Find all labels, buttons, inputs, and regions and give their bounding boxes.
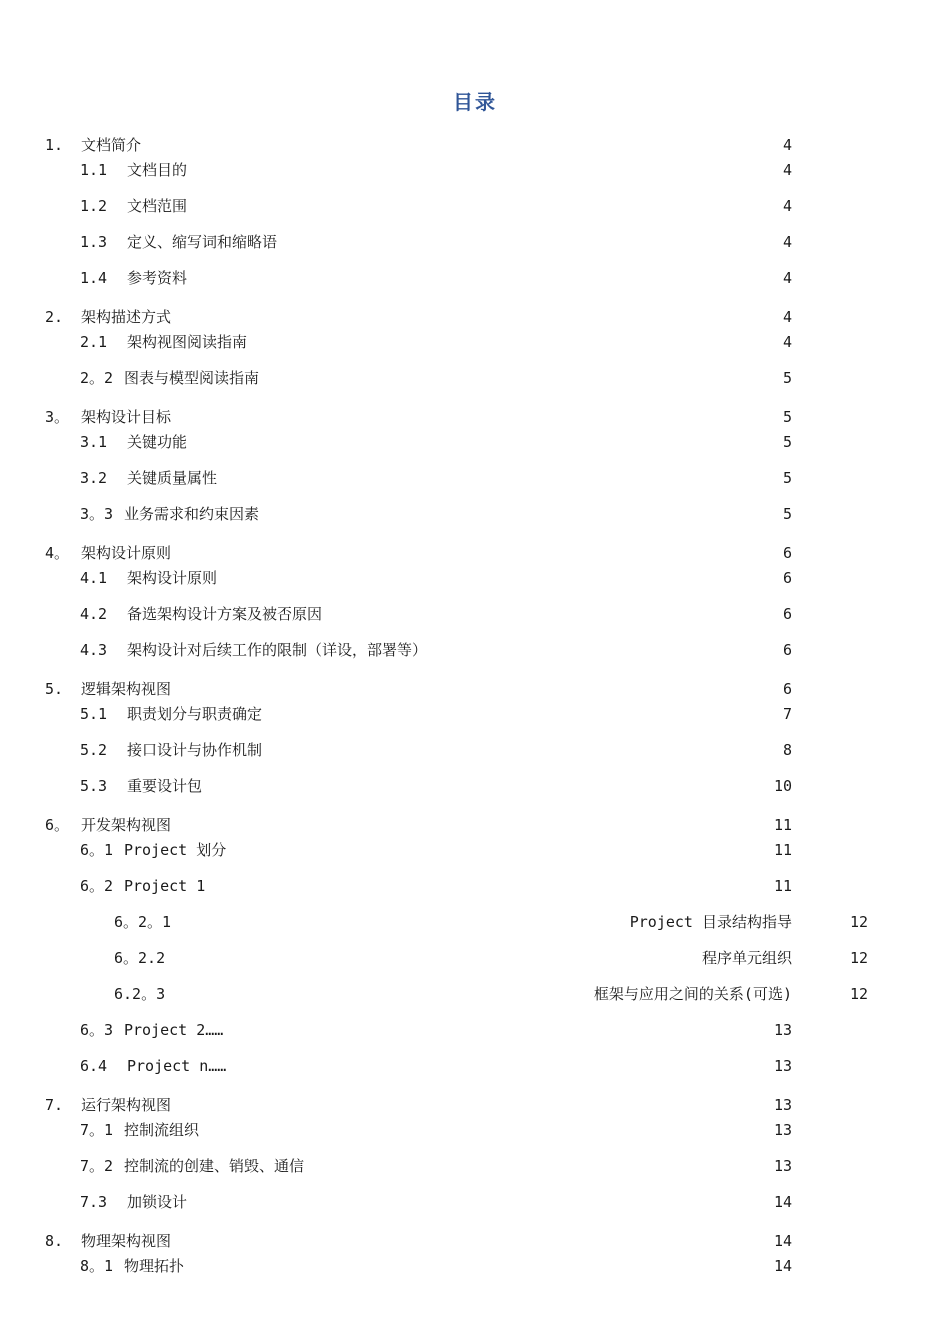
toc-entry-number: 3。 — [45, 408, 70, 426]
toc-entry[interactable] — [0, 876, 950, 896]
toc-entry[interactable] — [0, 432, 950, 452]
toc-entry-page: 13 — [773, 1121, 792, 1139]
toc-entry-title: 重要设计包 — [127, 777, 203, 795]
toc-entry-number: 5.3 — [80, 777, 108, 795]
toc-entry-number: 8。1 — [80, 1257, 114, 1275]
toc-entry[interactable] — [0, 1120, 950, 1140]
toc-entry-title: 运行架构视图 — [81, 1096, 172, 1114]
toc-entry[interactable] — [0, 984, 950, 1004]
toc-entry-page: 11 — [773, 816, 792, 834]
toc-entry-page: 11 — [773, 877, 792, 895]
toc-entry-number: 1.3 — [80, 233, 108, 251]
toc-entry-page: 12 — [849, 985, 868, 1003]
toc-entry-page: 14 — [773, 1193, 792, 1211]
toc-entry-page: 6 — [782, 641, 792, 659]
toc-entry[interactable] — [0, 368, 950, 388]
toc-entry-number: 6。3 — [80, 1021, 114, 1039]
toc-entry-number: 3.1 — [80, 433, 108, 451]
toc-entry[interactable] — [0, 1256, 950, 1276]
toc-entry-number: 7. — [45, 1096, 64, 1114]
toc-entry[interactable] — [0, 1192, 950, 1212]
toc-entry-title: 业务需求和约束因素 — [124, 505, 260, 523]
toc-entry-title: 程序单元组织 — [701, 949, 792, 967]
toc-entry-page: 6 — [782, 569, 792, 587]
toc-entry[interactable] — [0, 543, 950, 563]
toc-entry[interactable] — [0, 740, 950, 760]
toc-entry-number: 4.2 — [80, 605, 108, 623]
toc-entry-page: 5 — [782, 505, 792, 523]
toc-entry-number: 1.2 — [80, 197, 108, 215]
toc-entry-page: 13 — [773, 1057, 792, 1075]
toc-entry[interactable] — [0, 1095, 950, 1115]
toc-entry-page: 13 — [773, 1021, 792, 1039]
toc-entry-title: Project 划分 — [124, 841, 227, 859]
toc-entry-number: 5.1 — [80, 705, 108, 723]
toc-entry[interactable] — [0, 704, 950, 724]
toc-entry-page: 4 — [782, 136, 792, 154]
toc-entry[interactable] — [0, 679, 950, 699]
toc-entry-page: 13 — [773, 1157, 792, 1175]
toc-entry-title: Project n…… — [127, 1057, 227, 1075]
toc-entry-title: Project 目录结构指导 — [629, 913, 792, 931]
toc-entry-number: 1.4 — [80, 269, 108, 287]
toc-entry-number: 3。3 — [80, 505, 114, 523]
toc-entry[interactable] — [0, 604, 950, 624]
toc-entry-number: 2. — [45, 308, 64, 326]
toc-entry[interactable] — [0, 196, 950, 216]
toc-entry[interactable] — [0, 504, 950, 524]
toc-entry[interactable] — [0, 776, 950, 796]
toc-entry-page: 13 — [773, 1096, 792, 1114]
toc-entry-page: 14 — [773, 1257, 792, 1275]
toc-entry[interactable] — [0, 640, 950, 660]
toc-entry[interactable] — [0, 912, 950, 932]
toc-entry[interactable] — [0, 468, 950, 488]
toc-entry-page: 4 — [782, 269, 792, 287]
toc-entry-number: 5. — [45, 680, 64, 698]
toc-entry-number: 2。2 — [80, 369, 114, 387]
toc-entry-title: 框架与应用之间的关系(可选) — [593, 985, 792, 1003]
toc-entry-page: 7 — [782, 705, 792, 723]
toc-entry-page: 5 — [782, 469, 792, 487]
toc-entry-page: 11 — [773, 841, 792, 859]
toc-entry[interactable] — [0, 332, 950, 352]
toc-entry[interactable] — [0, 840, 950, 860]
toc-entry-title: 控制流的创建、销毁、通信 — [124, 1157, 305, 1175]
toc-entry-title: 关键功能 — [127, 433, 188, 451]
toc-entry[interactable] — [0, 1231, 950, 1251]
toc-entry-title: 控制流组织 — [124, 1121, 200, 1139]
toc-entry-title: 接口设计与协作机制 — [127, 741, 263, 759]
toc-entry-page: 12 — [849, 913, 868, 931]
toc-entry-title: 职责划分与职责确定 — [127, 705, 263, 723]
toc-entry-title: 架构设计原则 — [127, 569, 218, 587]
toc-entry[interactable] — [0, 232, 950, 252]
toc-entry-page: 5 — [782, 408, 792, 426]
toc-entry-page: 6 — [782, 544, 792, 562]
toc-entry-title: 图表与模型阅读指南 — [124, 369, 260, 387]
toc-entry[interactable] — [0, 160, 950, 180]
toc-entry-title: 架构视图阅读指南 — [127, 333, 248, 351]
toc-entry-page: 4 — [782, 161, 792, 179]
toc-entry-number: 8. — [45, 1232, 64, 1250]
toc-entry-title: 开发架构视图 — [81, 816, 172, 834]
toc-entry-page: 5 — [782, 433, 792, 451]
toc-entry-number: 6。2.2 — [114, 949, 166, 967]
toc-entry-number: 7.3 — [80, 1193, 108, 1211]
toc-entry-title: 物理拓扑 — [124, 1257, 185, 1275]
toc-entry-page: 4 — [782, 308, 792, 326]
toc-entry-title: 架构设计原则 — [81, 544, 172, 562]
toc-entry-page: 4 — [782, 333, 792, 351]
toc-entry-number: 7。2 — [80, 1157, 114, 1175]
toc-entry-title: Project 1 — [124, 877, 206, 895]
toc-entry-title: Project 2…… — [124, 1021, 224, 1039]
toc-entry[interactable] — [0, 568, 950, 588]
toc-entry[interactable] — [0, 948, 950, 968]
toc-entry-number: 6。2 — [80, 877, 114, 895]
toc-entry-number: 6。2。1 — [114, 913, 172, 931]
toc-entry-number: 5.2 — [80, 741, 108, 759]
toc-entry-title: 参考资料 — [127, 269, 188, 287]
toc-entry[interactable] — [0, 135, 950, 155]
toc-entry-title: 文档范围 — [127, 197, 188, 215]
toc-entry-page: 6 — [782, 605, 792, 623]
toc-entry-title: 关键质量属性 — [127, 469, 218, 487]
toc-entry-title: 文档目的 — [127, 161, 188, 179]
toc-entry-number: 6.2。3 — [114, 985, 166, 1003]
toc-entry-number: 3.2 — [80, 469, 108, 487]
toc-entry[interactable] — [0, 1156, 950, 1176]
toc-entry-page: 6 — [782, 680, 792, 698]
toc-entry[interactable] — [0, 407, 950, 427]
toc-entry-title: 逻辑架构视图 — [81, 680, 172, 698]
toc-entry-number: 6.4 — [80, 1057, 108, 1075]
toc-entry-number: 4.1 — [80, 569, 108, 587]
toc-entry-number: 4.3 — [80, 641, 108, 659]
toc-entry[interactable] — [0, 1020, 950, 1040]
toc-entry-page: 8 — [782, 741, 792, 759]
toc-entry-page: 12 — [849, 949, 868, 967]
toc-entry-title: 文档简介 — [81, 136, 142, 154]
toc-entry-title: 备选架构设计方案及被否原因 — [127, 605, 323, 623]
toc-entry-title: 物理架构视图 — [81, 1232, 172, 1250]
toc-heading: 目录 — [453, 90, 497, 114]
toc-entry-number: 1. — [45, 136, 64, 154]
toc-entry-title: 定义、缩写词和缩略语 — [127, 233, 278, 251]
toc-entry-page: 5 — [782, 369, 792, 387]
toc-entry-title: 架构设计对后续工作的限制（详设，部署等） — [127, 641, 428, 659]
toc-entry-number: 6。1 — [80, 841, 114, 859]
toc-entry-page: 14 — [773, 1232, 792, 1250]
toc-entry-number: 6。 — [45, 816, 70, 834]
toc-entry[interactable] — [0, 815, 950, 835]
toc-entry-title: 架构描述方式 — [81, 308, 172, 326]
toc-entry-number: 2.1 — [80, 333, 108, 351]
toc-entry-number: 4。 — [45, 544, 70, 562]
toc-entry-page: 4 — [782, 197, 792, 215]
toc-entry-number: 1.1 — [80, 161, 108, 179]
toc-entry-page: 4 — [782, 233, 792, 251]
toc-entry-title: 加锁设计 — [127, 1193, 188, 1211]
toc-entry-title: 架构设计目标 — [81, 408, 172, 426]
toc-entry[interactable] — [0, 1056, 950, 1076]
toc-entry-number: 7。1 — [80, 1121, 114, 1139]
toc-entry-page: 10 — [773, 777, 792, 795]
toc-entry[interactable] — [0, 268, 950, 288]
toc-entry[interactable] — [0, 307, 950, 327]
